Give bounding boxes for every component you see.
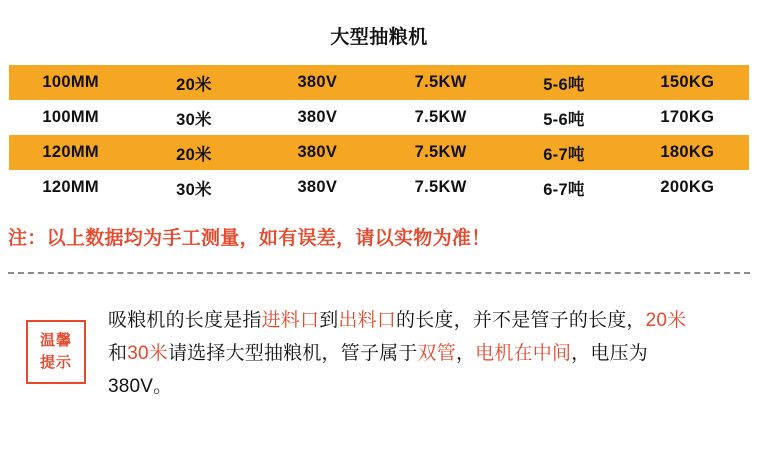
table-cell-capacity: 6-7吨 (502, 170, 625, 205)
table-cell-weight: 200KG (626, 170, 749, 205)
table-row (9, 65, 749, 100)
tip-text-segment-0: 吸粮机的长度是指 (108, 310, 262, 331)
table-cell-weight: 170KG (626, 100, 749, 135)
tip-block (26, 304, 758, 403)
measurement-note: 注：以上数据均为手工测量，如有误差，请以实物为准！ (8, 228, 491, 249)
table-cell-voltage: 380V (256, 170, 379, 205)
tip-text-segment-4: 的长度，并不是管子的长度， (396, 310, 646, 331)
tip-badge-line2: 提示 (39, 354, 72, 371)
tip-text-segment-5: 20米 (645, 310, 687, 331)
table-cell-capacity: 5-6吨 (502, 65, 625, 100)
table-body (9, 65, 749, 205)
table-cell-capacity: 5-6吨 (502, 100, 625, 135)
table-cell-length: 30米 (132, 170, 255, 205)
tip-badge (26, 320, 86, 384)
table-cell-length: 20米 (132, 65, 255, 100)
tip-text-segment-2: 到 (319, 310, 339, 331)
tip-text-segment-8: 请选择大型抽粮机，管子属于 (167, 343, 418, 364)
tip-text-segment-6: 和 (108, 343, 128, 364)
table-cell-weight: 150KG (626, 65, 749, 100)
table-cell-power: 7.5KW (379, 170, 502, 205)
table-row (9, 135, 749, 170)
page-title: 大型抽粮机 (330, 27, 428, 48)
dashed-divider (8, 272, 750, 274)
tip-text-segment-11: 电机在中间 (475, 343, 572, 364)
table-row (9, 170, 749, 205)
table-cell-capacity: 6-7吨 (502, 135, 625, 170)
table-cell-diameter: 120MM (9, 170, 132, 205)
table-cell-voltage: 380V (256, 100, 379, 135)
table-row (9, 100, 749, 135)
table-cell-length: 20米 (132, 135, 255, 170)
specification-table (9, 65, 749, 205)
tip-text-segment-3: 出料口 (338, 310, 397, 331)
tip-text-segment-7: 30米 (127, 343, 168, 364)
table-cell-voltage: 380V (256, 65, 379, 100)
tip-text-segment-9: 双管 (417, 343, 456, 364)
table-cell-length: 30米 (132, 100, 255, 135)
tip-text-segment-1: 进料口 (261, 310, 320, 331)
tip-text-segment-10: ， (455, 343, 476, 364)
table-cell-diameter: 120MM (9, 135, 132, 170)
table-cell-power: 7.5KW (379, 65, 502, 100)
table-cell-diameter: 100MM (9, 100, 132, 135)
table-cell-diameter: 100MM (9, 65, 132, 100)
table-cell-voltage: 380V (256, 135, 379, 170)
tip-badge-line1: 温馨 (39, 332, 72, 349)
tip-text (108, 304, 698, 403)
table-cell-power: 7.5KW (379, 100, 502, 135)
tip-text-segment-12: ，电压为380V。 (108, 343, 648, 397)
table-cell-weight: 180KG (626, 135, 749, 170)
table-cell-power: 7.5KW (379, 135, 502, 170)
